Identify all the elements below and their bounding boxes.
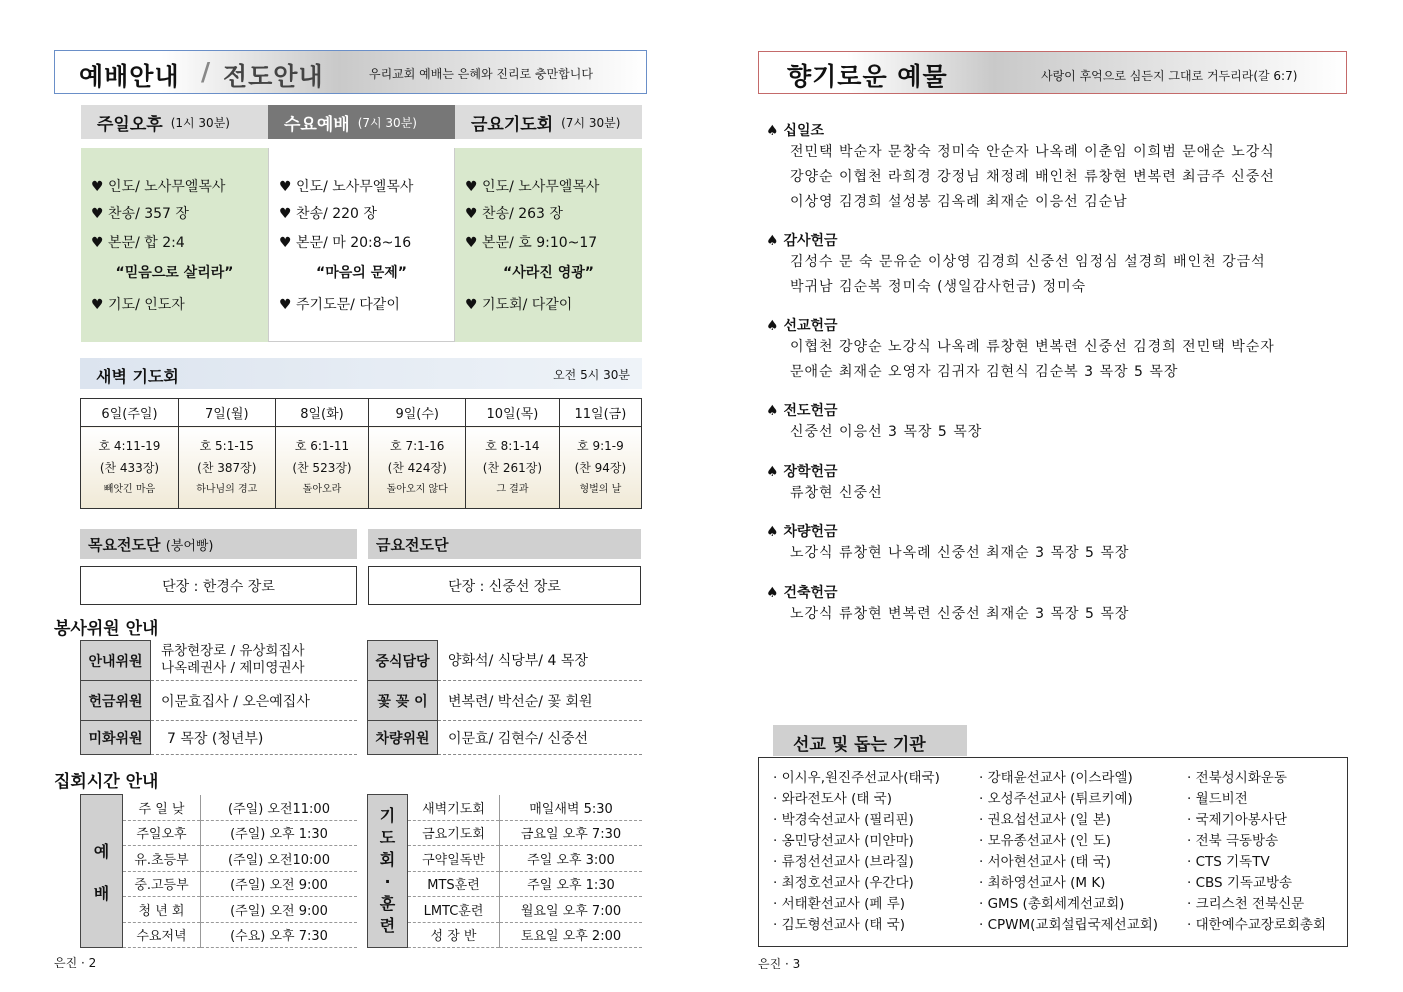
role-label: 차량위원 <box>368 721 438 755</box>
service-committee-title: 봉사위원 안내 <box>54 619 159 639</box>
service-line: ♥ 인도/ 노사무엘목사 <box>91 179 226 195</box>
page-number-right: 은진 · 3 <box>758 957 801 971</box>
dawn-entry: 호 8:1-14 (찬 261장) 그 결과 <box>466 427 560 509</box>
meeting-time: 주일 오후 3:00 <box>500 846 643 872</box>
role-value: 7 목장 (청년부) <box>151 721 358 755</box>
dawn-time: 오전 5시 30분 <box>553 368 630 382</box>
service-committee-table-left <box>80 640 357 755</box>
missions-column-1: · 이시우,원진주선교사(태국) · 와라전도사 (태 국) · 박경숙선교사 (필리핀) · 옹민당선교사 (미얀마) · 류정선선교사 (브라질) · 최정호선교사 (우간다) · 서태환선교사 (페 루) · 김도형선교사 (태 국) <box>773 770 940 933</box>
friday-leader: 단장 : 신중선 장로 <box>368 566 641 605</box>
role-value: 변복련/ 박선순/ 꽃 회원 <box>438 681 643 721</box>
role-label: 꽃 꽂 이 <box>368 681 438 721</box>
meeting-name: 금요기도회 <box>408 820 500 846</box>
meeting-name: 구약일독반 <box>408 846 500 872</box>
role-label: 헌금위원 <box>81 681 151 721</box>
meeting-time: 토요일 오후 2:00 <box>500 922 643 948</box>
service-line: ♥ 주기도문/ 다같이 <box>279 297 400 313</box>
service-line: ♥ 인도/ 노사무엘목사 <box>465 179 600 195</box>
left-header <box>54 50 647 94</box>
offering-section-mission: ♠ 선교헌금 이협천 강양순 노강식 나옥례 류창현 변복련 신중선 김경희 전민택 박순자 문애순 최재순 오영자 김귀자 김현식 김순복 3 목장 5 목장 <box>766 318 1275 380</box>
missions-box <box>758 757 1348 947</box>
service-line: ♥ 기도회/ 다같이 <box>465 297 573 313</box>
category-prayer-training: 기 도 회 · 훈 련 <box>368 795 408 948</box>
dawn-entry: 호 9:1-9 (찬 94장) 형벌의 날 <box>559 427 641 509</box>
meeting-name: 주일오후 <box>123 820 201 846</box>
day-cell: 10일(목) <box>466 399 560 427</box>
right-header <box>758 51 1347 94</box>
missions-column-2: · 강태윤선교사 (이스라엘) · 오성주선교사 (튀르키예) · 권요섭선교사 (일 본) · 모유종선교사 (인 도) · 서아현선교사 (태 국) · 최하영선교사 (M K) · GMS (총회세계선교회) · CPWM(교회설립국제선교회) <box>979 770 1159 933</box>
role-value: 이문효/ 김현수/ 신중선 <box>438 721 643 755</box>
day-cell: 6일(주일) <box>81 399 179 427</box>
tab-label: 금요기도회 <box>471 114 554 135</box>
role-value: 양화석/ 식당부/ 4 목장 <box>438 641 643 681</box>
tab-label: 수요예배 <box>284 114 350 135</box>
missions-header: 선교 및 돕는 기관 <box>773 725 967 756</box>
offering-section-scholarship: ♠ 장학헌금 류창현 신중선 <box>766 464 883 501</box>
tab-time: (7시 30분) <box>357 115 417 130</box>
meeting-name: 유.초등부 <box>123 846 201 872</box>
service-line: ♥ 찬송/ 357 장 <box>91 206 189 222</box>
offering-title: 향기로운 예물 <box>787 62 948 91</box>
service-line: ♥ 본문/ 마 20:8~16 <box>279 235 412 251</box>
service-line: ♥ 찬송/ 220 장 <box>279 206 377 222</box>
meeting-time: (주일) 오전 9:00 <box>201 897 358 923</box>
meeting-table-prayer <box>367 794 642 948</box>
tab-label: 주일오후 <box>97 114 163 135</box>
meeting-time: (수요) 오후 7:30 <box>201 922 358 948</box>
service-line: ♥ 기도/ 인도자 <box>91 297 185 313</box>
dawn-entry: 호 7:1-16 (찬 424장) 돌아오지 않다 <box>369 427 466 509</box>
dawn-title: 새벽 기도회 <box>96 367 179 386</box>
meeting-table-worship <box>80 794 357 948</box>
meeting-name: 새벽기도회 <box>408 795 500 821</box>
service-line: ♥ 본문/ 호 9:10~17 <box>465 235 598 251</box>
meeting-time: (주일) 오전10:00 <box>201 846 358 872</box>
role-label: 미화위원 <box>81 721 151 755</box>
meeting-name: 중.고등부 <box>123 871 201 897</box>
offering-section-vehicle: ♠ 차량헌금 노강식 류창현 나옥례 신중선 최재순 3 목장 5 목장 <box>766 524 1130 561</box>
service-line: ♥ 본문/ 합 2:4 <box>91 235 185 251</box>
meeting-name: 성 장 반 <box>408 922 500 948</box>
service-line: ♥ 인도/ 노사무엘목사 <box>279 179 414 195</box>
sermon-title: “마음의 문제” <box>316 265 407 281</box>
meeting-name: LMTC훈련 <box>408 897 500 923</box>
tab-time: (7시 30분) <box>561 115 621 130</box>
day-cell: 9일(수) <box>369 399 466 427</box>
page-number-left: 은진 · 2 <box>54 956 97 970</box>
missions-column-3: · 전북성시화운동 · 월드비전 · 국제기아봉사단 · 전북 극동방송 · CTS 기독TV · CBS 기독교방송 · 크리스천 전북신문 · 대한예수교장로회총회 <box>1187 770 1326 933</box>
service-column-sunday <box>81 148 268 342</box>
role-value: 류창현장로 / 유상희집사 나옥례권사 / 제미영권사 <box>151 641 358 681</box>
title-separator: / <box>201 57 212 86</box>
dawn-entry: 호 6:1-11 (찬 523장) 돌아오라 <box>275 427 369 509</box>
tab-time: (1시 30분) <box>170 115 230 130</box>
friday-team-header: 금요전도단 <box>368 529 641 559</box>
meeting-name: MTS훈련 <box>408 871 500 897</box>
page-title-2: 전도안내 <box>223 62 324 91</box>
offering-section-building: ♠ 건축헌금 노강식 류창현 변복련 신중선 최재순 3 목장 5 목장 <box>766 585 1130 622</box>
category-worship: 예 배 <box>81 795 123 948</box>
service-column-wednesday <box>268 148 455 342</box>
role-value: 이문효집사 / 오은예집사 <box>151 681 358 721</box>
dawn-schedule-table <box>80 398 642 509</box>
tab-sunday-afternoon <box>81 105 268 139</box>
day-cell: 7일(월) <box>178 399 275 427</box>
meeting-time: 월요일 오후 7:00 <box>500 897 643 923</box>
offering-section-tithe: ♠ 십일조 전민택 박순자 문창숙 정미숙 안순자 나옥례 이춘임 이희범 문애순 노강식 강양순 이협천 라희경 강정님 채정례 배인천 류창현 변복련 최금주 신중선 이상영 김경희 설성봉 김옥례 최재순 이응선 김순남 <box>766 123 1275 210</box>
tab-wednesday <box>268 105 455 139</box>
meeting-times-title: 집회시간 안내 <box>54 772 159 792</box>
header-verse: 사랑이 후억으로 심든지 그대로 거두리라(갈 6:7) <box>1041 69 1298 83</box>
role-label: 안내위원 <box>81 641 151 681</box>
meeting-time: 매일새벽 5:30 <box>500 795 643 821</box>
dawn-entry: 호 5:1-15 (찬 387장) 하나님의 경고 <box>178 427 275 509</box>
tab-friday <box>455 105 642 139</box>
meeting-time: (주일) 오후 1:30 <box>201 820 358 846</box>
meeting-name: 수요저녁 <box>123 922 201 948</box>
meeting-name: 청 년 회 <box>123 897 201 923</box>
service-line: ♥ 찬송/ 263 장 <box>465 206 563 222</box>
dawn-prayer-header <box>80 358 642 389</box>
service-column-friday <box>455 148 642 342</box>
offering-section-thanks: ♠ 감사헌금 김성수 문 숙 문유순 이상영 김경희 신중선 임정심 설경희 배인천 강금석 박귀남 김순복 정미숙 (생일감사헌금) 정미숙 <box>766 233 1266 295</box>
thursday-leader: 단장 : 한경수 장로 <box>80 566 357 605</box>
day-cell: 11일(금) <box>559 399 641 427</box>
meeting-time: 금요일 오후 7:30 <box>500 820 643 846</box>
dawn-entry: 호 4:11-19 (찬 433장) 빼앗긴 마음 <box>81 427 179 509</box>
meeting-time: (주일) 오전 9:00 <box>201 871 358 897</box>
page-title: 예배안내 <box>79 62 180 91</box>
offering-section-evangelism: ♠ 전도헌금 신중선 이응선 3 목장 5 목장 <box>766 403 983 440</box>
service-committee-table-right <box>367 640 642 755</box>
sermon-title: “믿음으로 살리라” <box>115 265 234 281</box>
meeting-time: (주일) 오전11:00 <box>201 795 358 821</box>
meeting-time: 주일 오후 1:30 <box>500 871 643 897</box>
meeting-name: 주 일 낮 <box>123 795 201 821</box>
thursday-team-header: 목요전도단 (붕어빵) <box>80 529 357 559</box>
day-cell: 8일(화) <box>275 399 369 427</box>
header-slogan: 우리교회 예배는 은혜와 진리로 충만합니다 <box>369 67 593 81</box>
role-label: 중식담당 <box>368 641 438 681</box>
sermon-title: “사라진 영광” <box>503 265 594 281</box>
